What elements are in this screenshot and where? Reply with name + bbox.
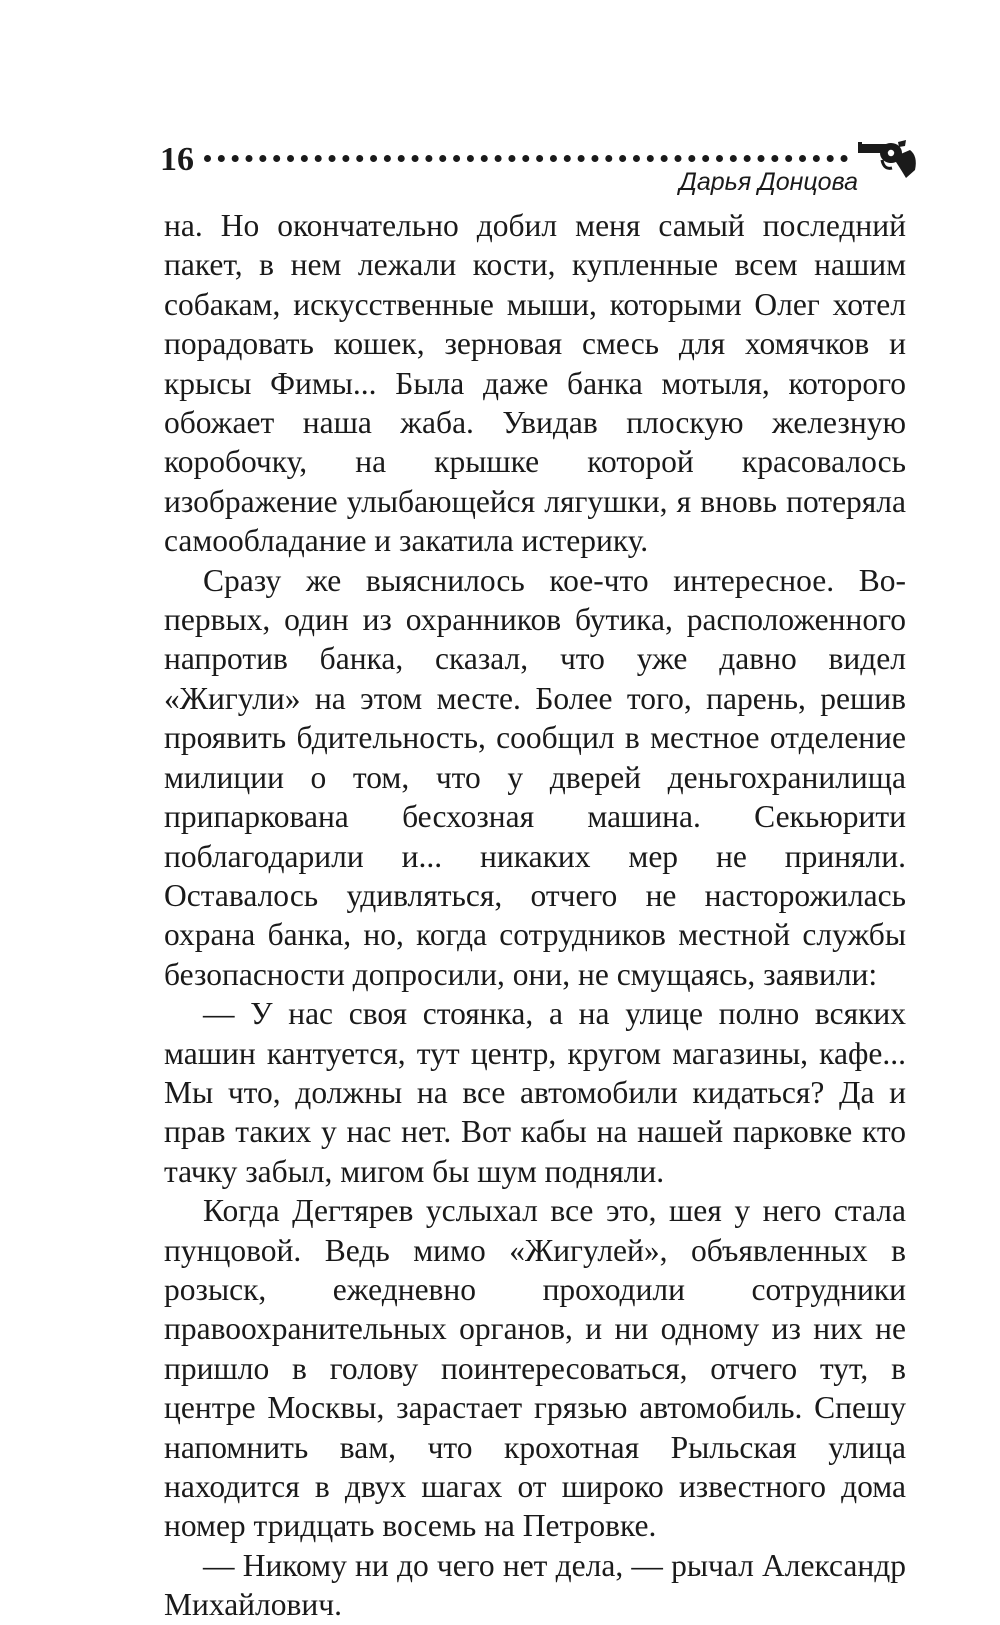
paragraph-2: Сразу же выяснилось кое-что интересное. Во-первых, один из охранников бутика, расположенного напротив банка, сказал, что уже давно видел «Жигули» на этом месте. Более того, парень, решив проявить бдительность, сообщил в местное отделение милиции о том, что у дверей деньгохранилища припаркована бесхозная машина. Секьюрити поблагодарили и... никаких мер не приняли. Оставалось удивляться, отчего не насторожилась охрана банка, но, когда сотрудников местной службы безопасности допросили, они, не смущаясь, заявили: xyxy=(164,562,906,992)
paragraph-1: на. Но окончательно добил меня самый последний пакет, в нем лежали кости, купленные всем нашим собакам, искусственные мыши, которыми Олег хотел порадовать кошек, зерновая смесь для хомячков и крысы Фимы... Была даже банка мотыля, которого обожает наша жаба. Увидав плоскую железную коробочку, на крышке которой красовалось изображение улыбающейся лягушки, я вновь потеряла самообладание и закатила истерику. xyxy=(164,208,906,559)
page-number: 16 xyxy=(160,141,194,178)
paragraph-5: — Никому ни до чего нет дела, — рычал Александр Михайлович. xyxy=(164,1547,906,1623)
running-header xyxy=(160,138,920,198)
paragraph-4: Когда Дегтярев услыхал все это, шея у него стала пунцовой. Ведь мимо «Жигулей», объявленных в розыск, ежедневно проходили сотрудники правоохранительных органов, и ни одному из них не пришло в голову поинтересоваться, отчего тут, в центре Москвы, зарастает грязью автомобиль. Спешу напомнить вам, что крохотная Рыльская улица находится в двух шагах от широко известного дома номер тридцать восемь на Петровке. xyxy=(164,1193,906,1544)
author-name: Дарья Донцова xyxy=(679,168,858,196)
paragraph-3: — У нас своя стоянка, а на улице полно всяких машин кантуется, тут центр, кругом магазины, кафе... Мы что, должны на все автомобили кидаться? Да и прав таких у нас нет. Вот кабы на нашей парковке кто тачку забыл, мигом бы шум подняли. xyxy=(164,996,906,1189)
dot-leader-divider xyxy=(204,155,848,162)
pistol-icon xyxy=(858,138,918,182)
body-text xyxy=(164,206,906,1625)
